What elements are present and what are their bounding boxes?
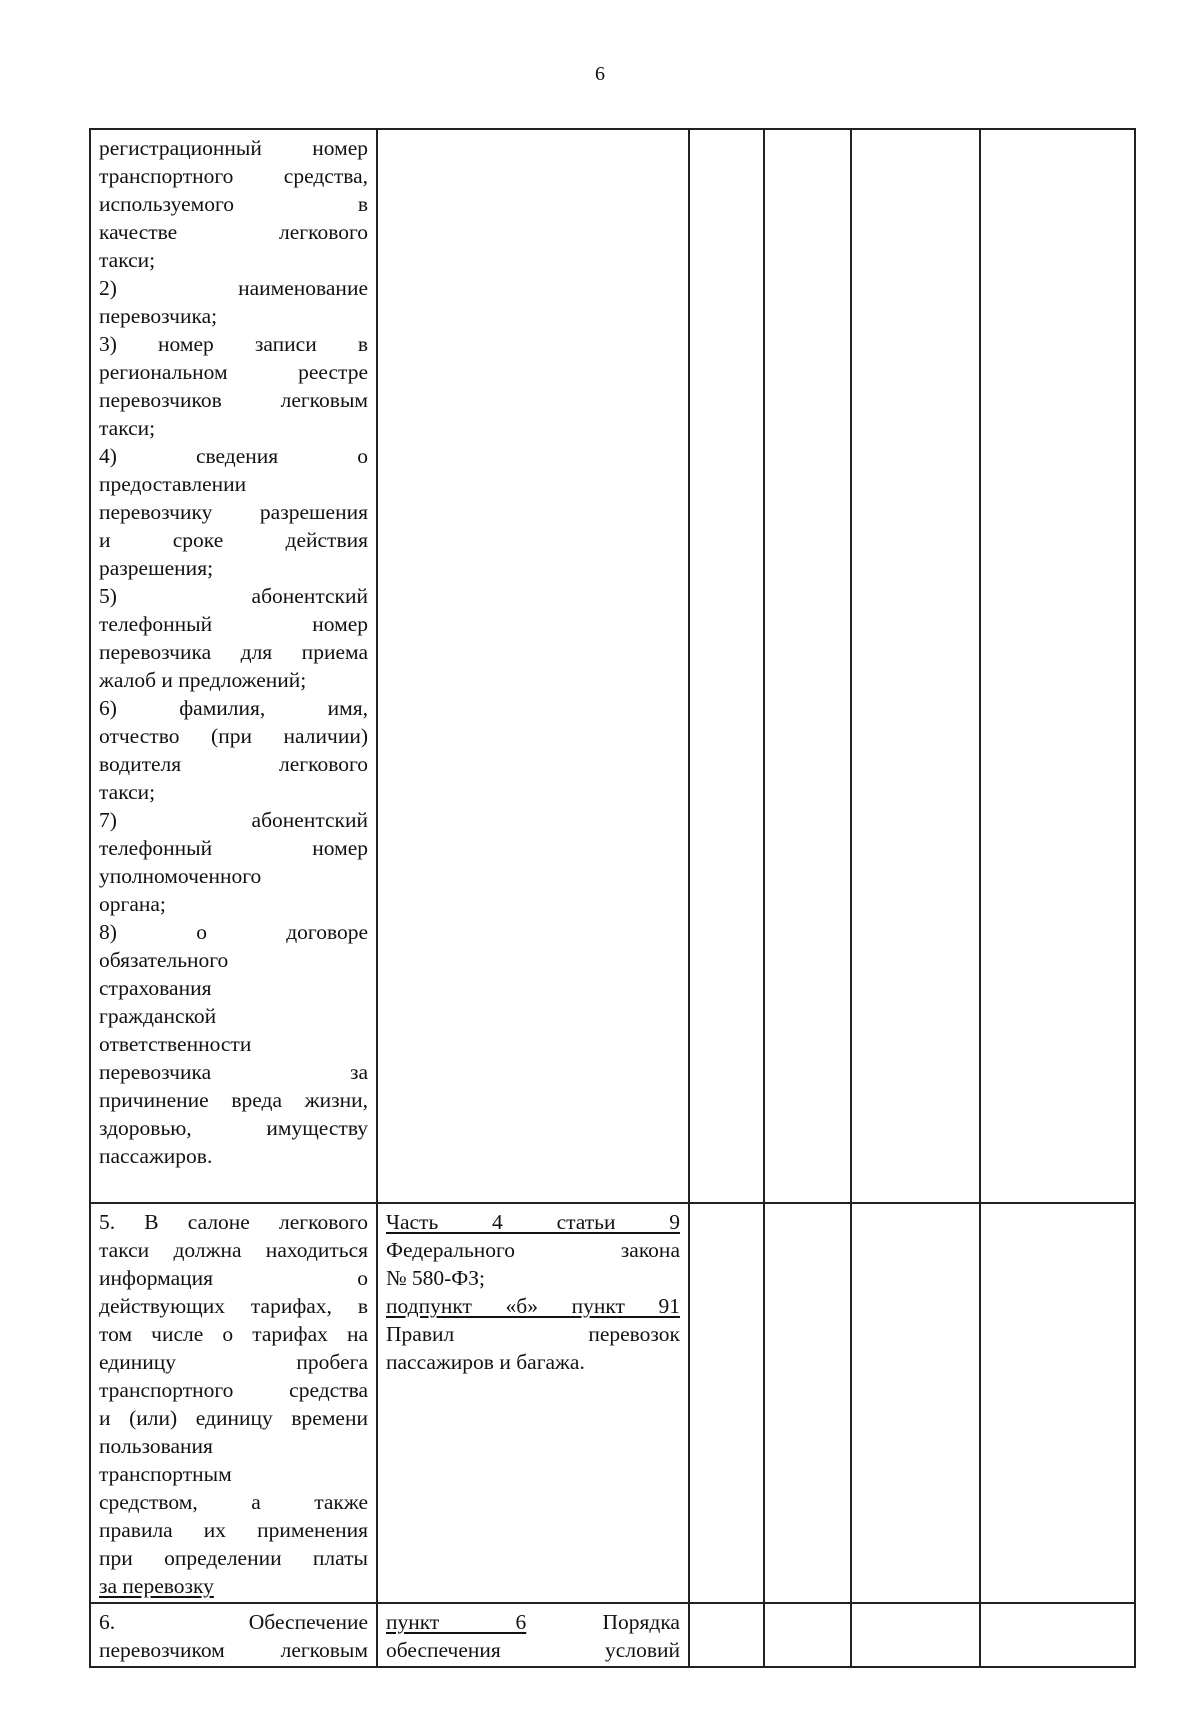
text-line: органа;	[99, 892, 166, 916]
text-line: 6) фамилия, имя,	[99, 696, 368, 720]
text-line: Федерального закона	[386, 1238, 680, 1262]
text-line: регистрационный номер	[99, 136, 368, 160]
text-line: уполномоченного	[99, 864, 262, 888]
text-line: такси должна находиться	[99, 1238, 368, 1262]
text-line: разрешения;	[99, 556, 214, 580]
text-line: перевозчика;	[99, 304, 218, 328]
text-line: перевозчика за	[99, 1060, 368, 1084]
empty-cell	[764, 129, 851, 1203]
text-line: такси;	[99, 416, 156, 440]
requirements-table	[89, 128, 1136, 1668]
empty-cell	[851, 1203, 980, 1603]
text-line: подпункт «б» пункт 91	[386, 1294, 680, 1318]
text-line: такси;	[99, 248, 156, 272]
text-line: единицу пробега	[99, 1350, 368, 1374]
text-line: при определении платы	[99, 1546, 368, 1570]
text-line: 6. Обеспечение	[99, 1610, 368, 1634]
text-line: отчество (при наличии)	[99, 724, 368, 748]
text-line: перевозчиков легковым	[99, 388, 368, 412]
text-line: такси;	[99, 780, 156, 804]
text-line: транспортного средства	[99, 1378, 368, 1402]
text-line: перевозчиком легковым	[99, 1638, 368, 1662]
empty-cell	[980, 129, 1135, 1203]
page-number: 6	[595, 63, 605, 85]
text-line: 7) абонентский	[99, 808, 368, 832]
text-line: пункт 6 Порядка	[386, 1610, 680, 1634]
text-line: пассажиров.	[99, 1144, 213, 1168]
text-line: информация о	[99, 1266, 368, 1290]
text-line: используемого в	[99, 192, 368, 216]
text-line: обеспечения условий	[386, 1638, 680, 1662]
text-line: правила их применения	[99, 1518, 368, 1542]
text-line: телефонный номер	[99, 612, 368, 636]
text-line: действующих тарифах, в	[99, 1294, 368, 1318]
text-line: пользования	[99, 1434, 213, 1458]
text-line: 5. В салоне легкового	[99, 1210, 368, 1234]
text-line: ответственности	[99, 1032, 252, 1056]
reference-cell	[377, 129, 689, 1203]
text-line: и сроке действия	[99, 528, 368, 552]
requirement-text	[99, 134, 368, 1170]
text-line: № 580-ФЗ;	[386, 1266, 486, 1290]
requirement-text	[99, 1208, 368, 1600]
reference-text	[386, 1608, 680, 1664]
empty-cell	[980, 1203, 1135, 1603]
text-line: перевозчику разрешения	[99, 500, 368, 524]
text-line: Правил перевозок	[386, 1322, 680, 1346]
text-line: и (или) единицу времени	[99, 1406, 368, 1430]
text-line: предоставлении	[99, 472, 247, 496]
text-line: 2) наименование	[99, 276, 368, 300]
text-line: транспортного средства,	[99, 164, 368, 188]
table-row	[90, 1603, 1135, 1667]
table-row	[90, 129, 1135, 1203]
text-line: Часть 4 статьи 9	[386, 1210, 680, 1234]
requirement-cell	[90, 1603, 377, 1667]
empty-cell	[689, 1603, 764, 1667]
empty-cell	[980, 1603, 1135, 1667]
text-line: водителя легкового	[99, 752, 368, 776]
empty-cell	[851, 129, 980, 1203]
reference-cell	[377, 1203, 689, 1603]
requirement-cell	[90, 129, 377, 1203]
text-line: том числе о тарифах на	[99, 1322, 368, 1346]
empty-cell	[764, 1203, 851, 1603]
text-line: страхования	[99, 976, 212, 1000]
underlined-text: пункт 6	[386, 1610, 527, 1634]
text-line: гражданской	[99, 1004, 217, 1028]
text-line: пассажиров и багажа.	[386, 1350, 585, 1374]
text-line: транспортным	[99, 1462, 232, 1486]
empty-cell	[764, 1603, 851, 1667]
text-line: телефонный номер	[99, 836, 368, 860]
empty-cell	[689, 129, 764, 1203]
text-line: перевозчика для приема	[99, 640, 368, 664]
table-row	[90, 1203, 1135, 1603]
text-line: 5) абонентский	[99, 584, 368, 608]
text-line: причинение вреда жизни,	[99, 1088, 368, 1112]
text-line: жалоб и предложений;	[99, 668, 307, 692]
text-line: региональном реестре	[99, 360, 368, 384]
text-line: за перевозку	[99, 1574, 214, 1598]
requirement-text	[99, 1608, 368, 1664]
text-line: 8) о договоре	[99, 920, 368, 944]
text-line: средством, а также	[99, 1490, 368, 1514]
empty-cell	[851, 1603, 980, 1667]
text-line: здоровью, имуществу	[99, 1116, 368, 1140]
empty-cell	[689, 1203, 764, 1603]
text-line: обязательного	[99, 948, 229, 972]
text-line: качестве легкового	[99, 220, 368, 244]
requirement-cell	[90, 1203, 377, 1603]
text-line: 4) сведения о	[99, 444, 368, 468]
reference-cell	[377, 1603, 689, 1667]
text-line: 3) номер записи в	[99, 332, 368, 356]
reference-text	[386, 1208, 680, 1376]
